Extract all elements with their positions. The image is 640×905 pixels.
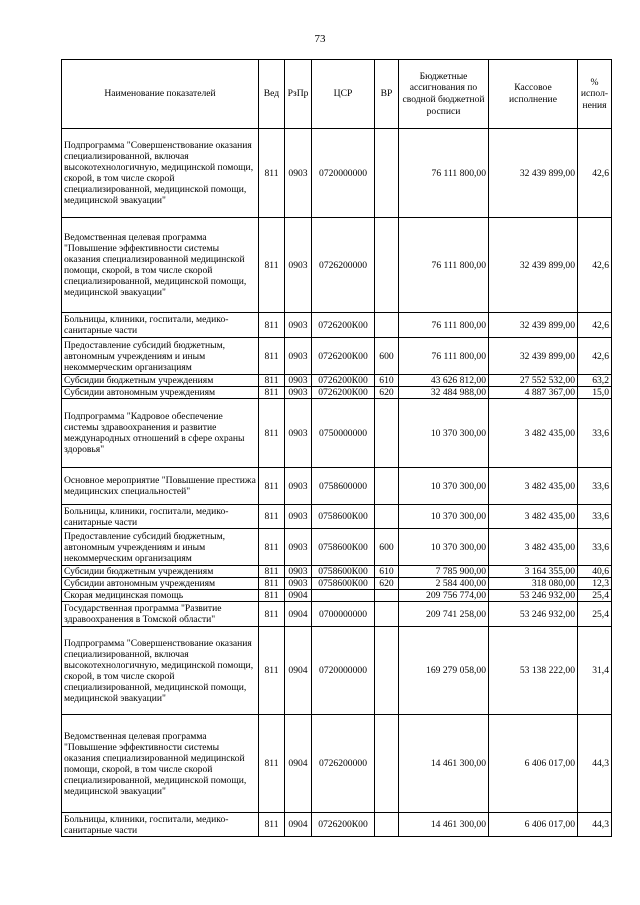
row-name: Предоставление субсидий бюджетным, автономным учреждениям и иным некоммерческим организациям (62, 529, 259, 566)
row-name: Субсидии автономным учреждениям (62, 578, 259, 590)
row-name: Больницы, клиники, госпитали, медико-санитарные части (62, 313, 259, 338)
row-csr: 0726200К00 (312, 375, 375, 387)
row-budget: 209 741 258,00 (399, 602, 489, 627)
row-vr (375, 813, 399, 837)
row-pct: 44,3 (578, 813, 612, 837)
row-csr: 0758600000 (312, 468, 375, 505)
table-row (62, 715, 612, 813)
row-budget: 2 584 400,00 (399, 578, 489, 590)
row-ved: 811 (259, 313, 285, 338)
row-ved: 811 (259, 813, 285, 837)
row-name: Ведомственная целевая программа "Повышение эффективности системы оказания специализированной медицинской помощи, скорой, в том числе скорой специализированной, медицинской помощи, медицинской эвакуации" (62, 218, 259, 313)
row-pct: 33,6 (578, 468, 612, 505)
row-ved: 811 (259, 715, 285, 813)
row-ved: 811 (259, 566, 285, 578)
row-rzpr: 0903 (285, 338, 312, 375)
row-vr (375, 468, 399, 505)
row-cash: 3 482 435,00 (489, 399, 578, 468)
row-vr (375, 313, 399, 338)
row-rzpr: 0903 (285, 387, 312, 399)
row-rzpr: 0903 (285, 529, 312, 566)
header-vr: ВР (375, 60, 399, 129)
row-budget: 32 484 988,00 (399, 387, 489, 399)
row-name: Подпрограмма "Кадровое обеспечение системы здравоохранения и развитие международных отношений в сфере охраны здоровья" (62, 399, 259, 468)
row-vr: 620 (375, 578, 399, 590)
row-rzpr: 0904 (285, 627, 312, 715)
table-row (62, 602, 612, 627)
table-row (62, 627, 612, 715)
row-budget: 10 370 300,00 (399, 468, 489, 505)
table-row (62, 338, 612, 375)
row-csr: 0720000000 (312, 627, 375, 715)
row-cash: 318 080,00 (489, 578, 578, 590)
row-cash: 32 439 899,00 (489, 338, 578, 375)
row-name: Субсидии бюджетным учреждениям (62, 375, 259, 387)
row-name: Скорая медицинская помощь (62, 590, 259, 602)
row-ved: 811 (259, 375, 285, 387)
row-name: Больницы, клиники, госпитали, медико-санитарные части (62, 505, 259, 529)
row-ved: 811 (259, 387, 285, 399)
row-rzpr: 0903 (285, 505, 312, 529)
row-budget: 14 461 300,00 (399, 813, 489, 837)
page-number: 73 (314, 33, 326, 45)
row-ved: 811 (259, 468, 285, 505)
header-rzpr: РзПр (285, 60, 312, 129)
table-header-row (62, 60, 612, 129)
row-name: Ведомственная целевая программа "Повышение эффективности системы оказания специализированной медицинской помощи, скорой, в том числе скорой специализированной, медицинской помощи, медицинской эвакуации" (62, 715, 259, 813)
row-rzpr: 0903 (285, 129, 312, 218)
row-rzpr: 0903 (285, 375, 312, 387)
row-name: Субсидии бюджетным учреждениям (62, 566, 259, 578)
table-row (62, 387, 612, 399)
row-vr (375, 505, 399, 529)
table-row (62, 129, 612, 218)
row-csr: 0750000000 (312, 399, 375, 468)
table-row (62, 399, 612, 468)
row-vr (375, 218, 399, 313)
row-csr: 0726200К00 (312, 813, 375, 837)
row-csr: 0726200К00 (312, 387, 375, 399)
table-row (62, 813, 612, 837)
row-rzpr: 0904 (285, 602, 312, 627)
table-row (62, 468, 612, 505)
row-ved: 811 (259, 627, 285, 715)
row-vr: 620 (375, 387, 399, 399)
row-ved: 811 (259, 529, 285, 566)
table-row (62, 590, 612, 602)
row-ved: 811 (259, 129, 285, 218)
row-vr (375, 129, 399, 218)
row-csr: 0758600К00 (312, 566, 375, 578)
row-budget: 76 111 800,00 (399, 129, 489, 218)
row-name: Подпрограмма "Совершенствование оказания специализированной, включая высокотехнологичную, медицинской помощи, скорой, в том числе скорой специализированной, медицинской помощи, медицинской эвакуации" (62, 627, 259, 715)
row-ved: 811 (259, 218, 285, 313)
row-vr (375, 590, 399, 602)
row-rzpr: 0904 (285, 590, 312, 602)
row-pct: 12,3 (578, 578, 612, 590)
row-cash: 4 887 367,00 (489, 387, 578, 399)
row-ved: 811 (259, 399, 285, 468)
header-csr: ЦСР (312, 60, 375, 129)
row-budget: 169 279 058,00 (399, 627, 489, 715)
row-budget: 209 756 774,00 (399, 590, 489, 602)
table-row (62, 313, 612, 338)
row-name: Больницы, клиники, госпитали, медико-санитарные части (62, 813, 259, 837)
row-pct: 33,6 (578, 399, 612, 468)
row-pct: 63,2 (578, 375, 612, 387)
row-csr: 0700000000 (312, 602, 375, 627)
row-csr: 0758600К00 (312, 505, 375, 529)
row-ved: 811 (259, 505, 285, 529)
row-pct: 31,4 (578, 627, 612, 715)
row-cash: 3 482 435,00 (489, 529, 578, 566)
row-cash: 32 439 899,00 (489, 313, 578, 338)
row-vr (375, 399, 399, 468)
row-rzpr: 0904 (285, 813, 312, 837)
row-name: Субсидии автономным учреждениям (62, 387, 259, 399)
row-rzpr: 0903 (285, 218, 312, 313)
row-budget: 10 370 300,00 (399, 399, 489, 468)
table-row (62, 505, 612, 529)
row-name: Предоставление субсидий бюджетным, автономным учреждениям и иным некоммерческим организациям (62, 338, 259, 375)
row-ved: 811 (259, 578, 285, 590)
row-ved: 811 (259, 338, 285, 375)
row-cash: 53 246 932,00 (489, 590, 578, 602)
row-vr (375, 602, 399, 627)
row-csr (312, 590, 375, 602)
row-name: Государственная программа "Развитие здравоохранения в Томской области" (62, 602, 259, 627)
row-csr: 0726200К00 (312, 313, 375, 338)
row-pct: 33,6 (578, 505, 612, 529)
row-cash: 3 482 435,00 (489, 505, 578, 529)
row-name: Основное мероприятие "Повышение престижа медицинских специальностей" (62, 468, 259, 505)
row-csr: 0758600К00 (312, 578, 375, 590)
row-vr (375, 715, 399, 813)
row-vr (375, 627, 399, 715)
row-csr: 0726200К00 (312, 338, 375, 375)
row-budget: 14 461 300,00 (399, 715, 489, 813)
table-row (62, 578, 612, 590)
row-pct: 25,4 (578, 602, 612, 627)
row-budget: 43 626 812,00 (399, 375, 489, 387)
row-cash: 6 406 017,00 (489, 813, 578, 837)
row-pct: 44,3 (578, 715, 612, 813)
header-name: Наименование показателей (62, 60, 259, 129)
row-vr: 610 (375, 375, 399, 387)
row-rzpr: 0903 (285, 578, 312, 590)
row-cash: 53 246 932,00 (489, 602, 578, 627)
row-pct: 40,6 (578, 566, 612, 578)
row-cash: 3 164 355,00 (489, 566, 578, 578)
header-pct: % испол-нения (578, 60, 612, 129)
row-pct: 42,6 (578, 338, 612, 375)
row-budget: 76 111 800,00 (399, 338, 489, 375)
row-csr: 0726200000 (312, 715, 375, 813)
row-rzpr: 0903 (285, 468, 312, 505)
header-ved: Вед (259, 60, 285, 129)
row-vr: 600 (375, 529, 399, 566)
row-cash: 53 138 222,00 (489, 627, 578, 715)
row-budget: 7 785 900,00 (399, 566, 489, 578)
row-rzpr: 0903 (285, 313, 312, 338)
row-budget: 10 370 300,00 (399, 529, 489, 566)
row-csr: 0720000000 (312, 129, 375, 218)
table-row (62, 566, 612, 578)
table-row (62, 375, 612, 387)
row-rzpr: 0903 (285, 399, 312, 468)
row-rzpr: 0903 (285, 566, 312, 578)
row-cash: 32 439 899,00 (489, 218, 578, 313)
row-cash: 32 439 899,00 (489, 129, 578, 218)
row-cash: 6 406 017,00 (489, 715, 578, 813)
header-cash: Кассовое исполнение (489, 60, 578, 129)
row-pct: 42,6 (578, 218, 612, 313)
row-ved: 811 (259, 602, 285, 627)
budget-execution-table (61, 59, 612, 837)
row-budget: 76 111 800,00 (399, 218, 489, 313)
row-vr: 610 (375, 566, 399, 578)
row-rzpr: 0904 (285, 715, 312, 813)
row-pct: 33,6 (578, 529, 612, 566)
row-csr: 0758600К00 (312, 529, 375, 566)
table-row (62, 529, 612, 566)
row-ved: 811 (259, 590, 285, 602)
header-budget: Бюджетные ассигнования по сводной бюджетной росписи (399, 60, 489, 129)
row-cash: 27 552 532,00 (489, 375, 578, 387)
row-budget: 76 111 800,00 (399, 313, 489, 338)
row-pct: 42,6 (578, 129, 612, 218)
table-row (62, 218, 612, 313)
row-name: Подпрограмма "Совершенствование оказания специализированной, включая высокотехнологичную, медицинской помощи, скорой, в том числе скорой специализированной, медицинской помощи, медицинской эвакуации" (62, 129, 259, 218)
row-cash: 3 482 435,00 (489, 468, 578, 505)
row-csr: 0726200000 (312, 218, 375, 313)
row-pct: 42,6 (578, 313, 612, 338)
row-pct: 15,0 (578, 387, 612, 399)
row-vr: 600 (375, 338, 399, 375)
row-budget: 10 370 300,00 (399, 505, 489, 529)
row-pct: 25,4 (578, 590, 612, 602)
